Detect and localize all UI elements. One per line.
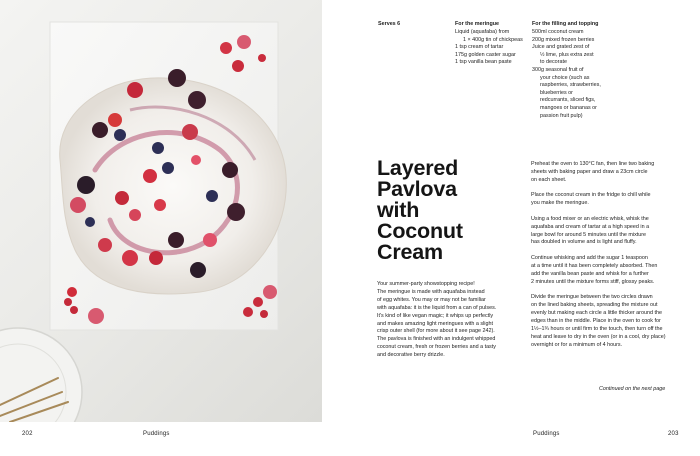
ingredient-line: redcurrants, sliced figs, xyxy=(540,97,596,104)
method-step xyxy=(531,255,681,287)
method-line: has doubled in volume and is light and fluffy. xyxy=(531,239,637,246)
title-line: with xyxy=(377,198,420,222)
ingredient-line: 300g seasonal fruit of xyxy=(532,67,584,74)
method-line: heat and leave to dry in the oven (or in a cool, dry place) xyxy=(531,333,666,340)
ingredient-line: mangoes or bananas or xyxy=(540,105,597,112)
method-step xyxy=(531,161,681,185)
intro-line: and decorative berry drizzle. xyxy=(377,352,445,359)
filling-heading: For the filling and topping xyxy=(532,21,599,27)
intro-line: crisp outer shell (for more about it see page 242). xyxy=(377,328,495,335)
method-line: aquafaba and cream of tartar at a high speed in a xyxy=(531,223,650,230)
title-line: Cream xyxy=(377,240,443,264)
filling-ingredients xyxy=(532,21,628,120)
intro-line: The pavlova is finished with an indulgent whipped xyxy=(377,336,496,343)
method-line: on the lined baking sheets, spreading the mixture out xyxy=(531,302,658,309)
pavlova-photo xyxy=(0,0,322,422)
ingredient-line: 1 tsp cream of tartar xyxy=(455,44,504,51)
method-step xyxy=(531,216,681,248)
page-number-left: 202 xyxy=(22,431,33,437)
meringue-ingredients xyxy=(455,21,527,67)
ingredient-line: your choice (such as xyxy=(540,74,590,81)
ingredient-line: 1 tsp vanilla bean paste xyxy=(455,59,512,66)
pavlova-illustration xyxy=(0,0,322,422)
title-line: Coconut xyxy=(377,219,463,243)
ingredient-line: 500ml coconut cream xyxy=(532,29,584,36)
ingredient-line: Liquid (aquafaba) from xyxy=(455,29,510,36)
intro-line: of egg whites. You may or may not be familiar xyxy=(377,296,486,303)
method-step xyxy=(531,192,681,208)
intro-line: It's kind of like vegan magic; it whips up perfectly xyxy=(377,312,494,319)
intro-line: Your summer-party showstopping recipe! xyxy=(377,281,475,287)
section-label-right: Puddings xyxy=(533,431,560,437)
page-number-right: 203 xyxy=(668,431,679,437)
method-line: Preheat the oven to 130°C fan, then line two baking xyxy=(531,161,655,167)
ingredient-line: Juice and grated zest of xyxy=(532,44,590,51)
ingredient-line: 200g mixed frozen berries xyxy=(532,36,595,43)
intro-line: coconut cream, fresh or frozen berries and a tasty xyxy=(377,344,496,351)
recipe-title xyxy=(377,158,502,263)
method-line: 1½–1¾ hours or until firm to the touch, then turn off the xyxy=(531,325,663,332)
method-line: on each sheet. xyxy=(531,176,567,183)
method-line: Place the coconut cream in the fridge to chill while xyxy=(531,192,651,199)
method-line: at a time until it has been completely absorbed. Then xyxy=(531,262,658,269)
ingredient-line: to decorate xyxy=(540,59,567,66)
ingredient-line: 1 × 400g tin of chickpeas xyxy=(463,36,523,43)
method-line: overnight or for a minimum of 4 hours. xyxy=(531,341,623,348)
ingredient-line: raspberries, strawberries, xyxy=(540,82,601,89)
plate xyxy=(0,328,82,422)
intro-line: and makes amazing light meringues with a slight xyxy=(377,320,493,327)
method-line: evenly but making each circle a little thicker around the xyxy=(531,309,662,316)
method-line: Continue whisking and add the sugar 1 teaspoon xyxy=(531,254,648,261)
method-line: you make the meringue. xyxy=(531,200,589,207)
title-line: Layered xyxy=(377,156,459,180)
serves-text: Serves 6 xyxy=(378,21,401,27)
ingredient-line: ½ lime, plus extra zest xyxy=(540,51,594,58)
ingredient-line: passion fruit pulp) xyxy=(540,112,583,119)
method-line: add the vanilla bean paste and whisk for a further xyxy=(531,270,649,277)
method-step xyxy=(531,294,681,349)
method-line: Divide the meringue between the two circles drawn xyxy=(531,294,653,301)
section-label-left: Puddings xyxy=(143,431,170,437)
method-line: edges than in the middle. Place in the oven to cook for xyxy=(531,317,661,324)
recipe-intro xyxy=(377,281,510,360)
method-line: Using a food mixer or an electric whisk, whisk the xyxy=(531,215,649,222)
method-steps xyxy=(531,161,681,357)
ingredient-line: 175g golden caster sugar xyxy=(455,51,516,58)
continued-note: Continued on the next page xyxy=(599,386,666,392)
serves-label xyxy=(378,21,438,29)
method-line: large bowl for around 5 minutes until the mixture xyxy=(531,231,647,238)
ingredient-line: blueberries or xyxy=(540,89,573,96)
meringue-heading: For the meringue xyxy=(455,21,500,27)
method-line: sheets with baking paper and draw a 23cm circle xyxy=(531,168,648,175)
intro-line: with aquafaba: it is the liquid from a can of pulses. xyxy=(377,304,497,311)
title-line: Pavlova xyxy=(377,177,457,201)
intro-line: The meringue is made with aquafaba instead xyxy=(377,288,485,295)
method-line: 2 minutes until the mixture forms stiff, glossy peaks. xyxy=(531,278,655,285)
